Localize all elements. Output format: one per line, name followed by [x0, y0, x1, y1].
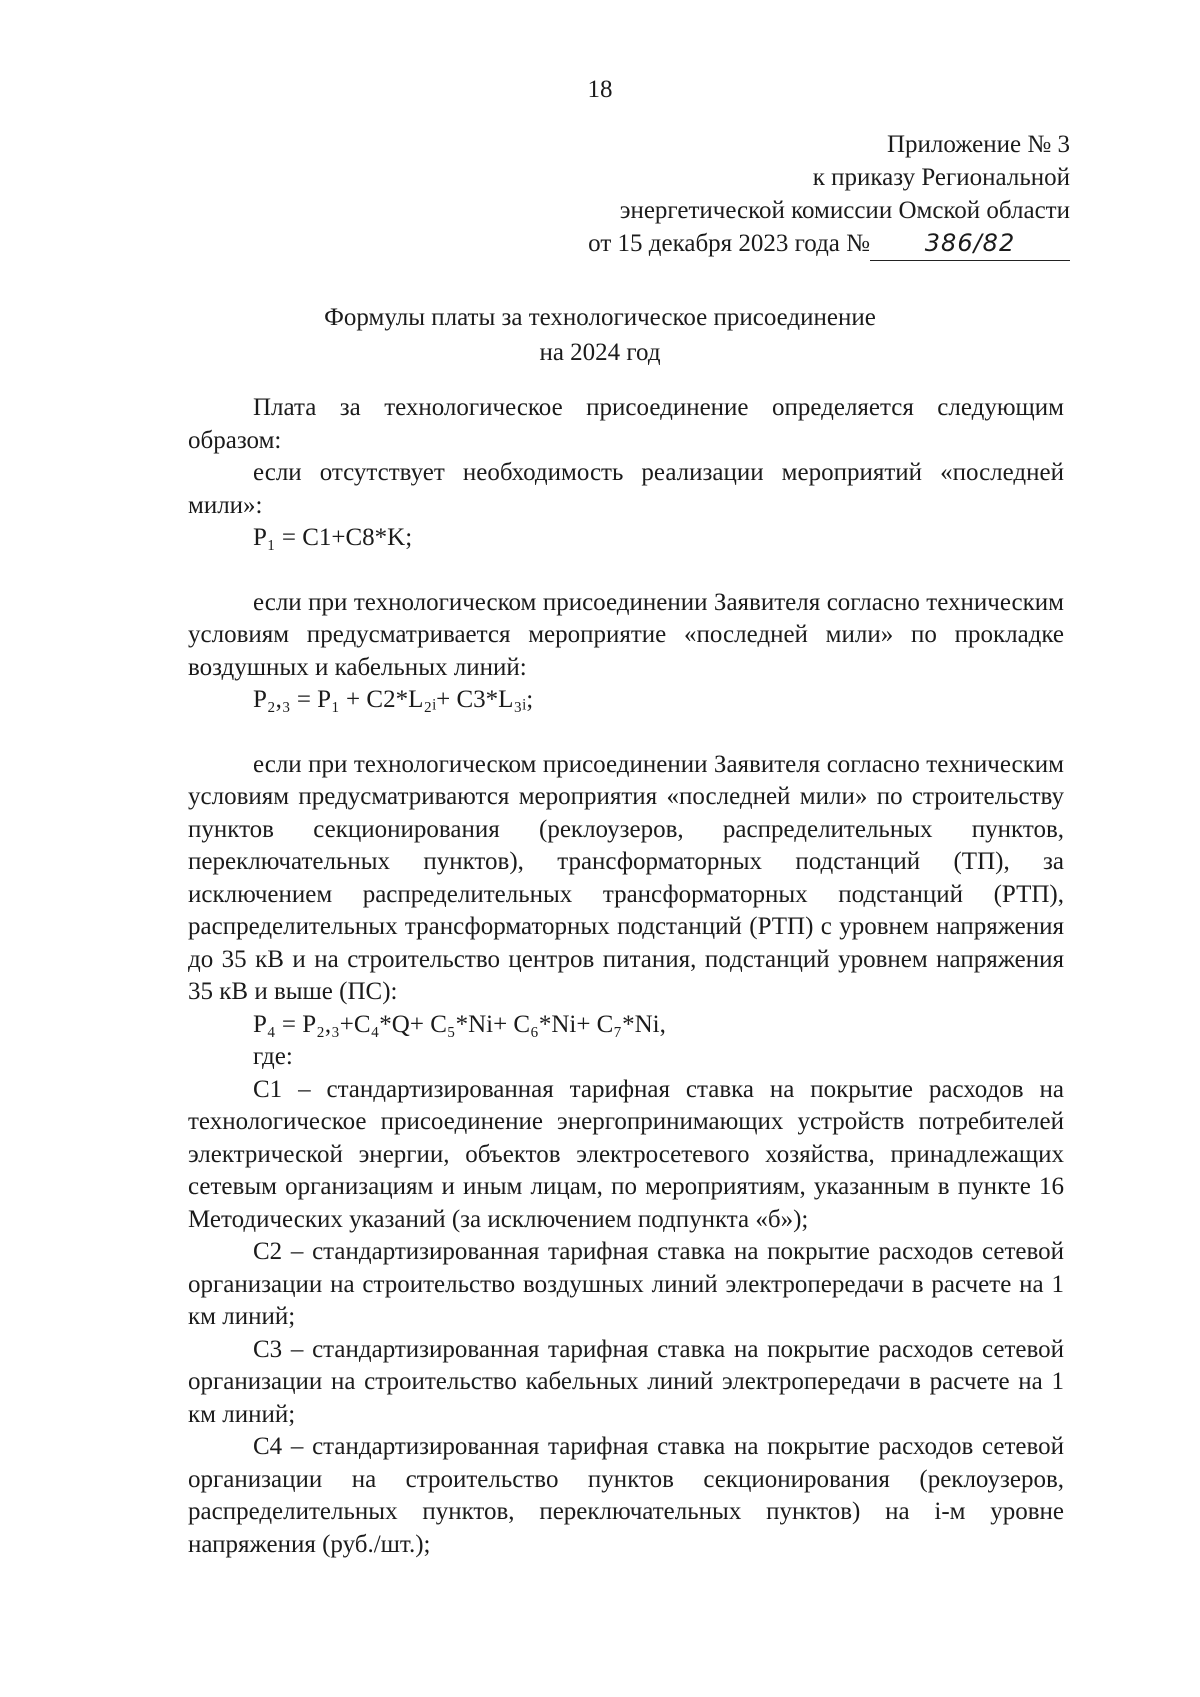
paragraph-case-1: если отсутствует необходимость реализации мероприятий «последней мили»: [188, 459, 1064, 519]
definition-c3: C3 – стандартизированная тарифная ставка на покрытие расходов сетевой организации на строительство кабельных линий электропередачи в расчете на 1 км линий; [188, 1335, 1064, 1428]
definition-c4: C4 – стандартизированная тарифная ставка на покрытие расходов сетевой организации на строительство пунктов секционирования (реклоузеров, распределительных пунктов, переключательных пунктов) на i-м уровне напряжения (руб./шт.); [188, 1433, 1064, 1558]
title-line-1: Формулы платы за технологическое присоединение [324, 304, 876, 331]
where-label: где: [253, 1043, 293, 1070]
appendix-line-4 [588, 227, 1070, 261]
formula-p1: P₁ = C1+C8*K; [253, 524, 413, 551]
paragraph-case-3: если при технологическом присоединении Заявителя согласно техническим условиям предусматриваются мероприятия «последней мили» по строительству пунктов секционирования (реклоузеров, распределительных пунктов, переключательных пунктов), трансформаторных подстанций (ТП), за исключением распределительных трансформаторных подстанций (РТП), распределительных трансформаторных подстанций (РТП) с уровнем напряжения до 35 кВ и на строительство центров питания, подстанций уровнем напряжения 35 кВ и выше (ПС): [188, 750, 1064, 1005]
definition-c1: C1 – стандартизированная тарифная ставка на покрытие расходов на технологическое присоединение энергопринимающих устройств потребителей электрической энергии, объектов электросетевого хозяйства, принадлежащих сетевым организациям и иным лицам, по мероприятиям, указанным в пункте 16 Методических указаний (за исключением подпункта «б»); [188, 1075, 1064, 1233]
definition-c2: C2 – стандартизированная тарифная ставка на покрытие расходов сетевой организации на строительство воздушных линий электропередачи в расчете на 1 км линий; [188, 1238, 1064, 1330]
appendix-line-3: энергетической комиссии Омской области [619, 197, 1070, 224]
appendix-line-1: Приложение № 3 [886, 131, 1070, 158]
page-number: 18 [587, 76, 613, 103]
document-title [0, 300, 1200, 370]
formula-p23: P₂,₃ = P₁ + C2*L₂ᵢ+ C3*L₃ᵢ; [253, 686, 534, 713]
paragraph-intro: Плата за технологическое присоединение определяется следующим образом: [188, 394, 1064, 454]
document-body [188, 392, 1064, 1561]
order-number-handwritten: 386/82 [924, 229, 1016, 257]
appendix-line-2: к приказу Региональной [812, 164, 1070, 191]
appendix-header [588, 128, 1070, 261]
order-number-field [870, 227, 1070, 261]
title-line-2: на 2024 год [539, 339, 661, 366]
paragraph-case-2: если при технологическом присоединении Заявителя согласно техническим условиям предусматривается мероприятие «последней мили» по прокладке воздушных и кабельных линий: [188, 588, 1064, 681]
formula-p4: P₄ = P₂,₃+C₄*Q+ C₅*Ni+ C₆*Ni+ C₇*Ni, [253, 1010, 666, 1038]
order-date: от 15 декабря 2023 года № [588, 230, 870, 257]
